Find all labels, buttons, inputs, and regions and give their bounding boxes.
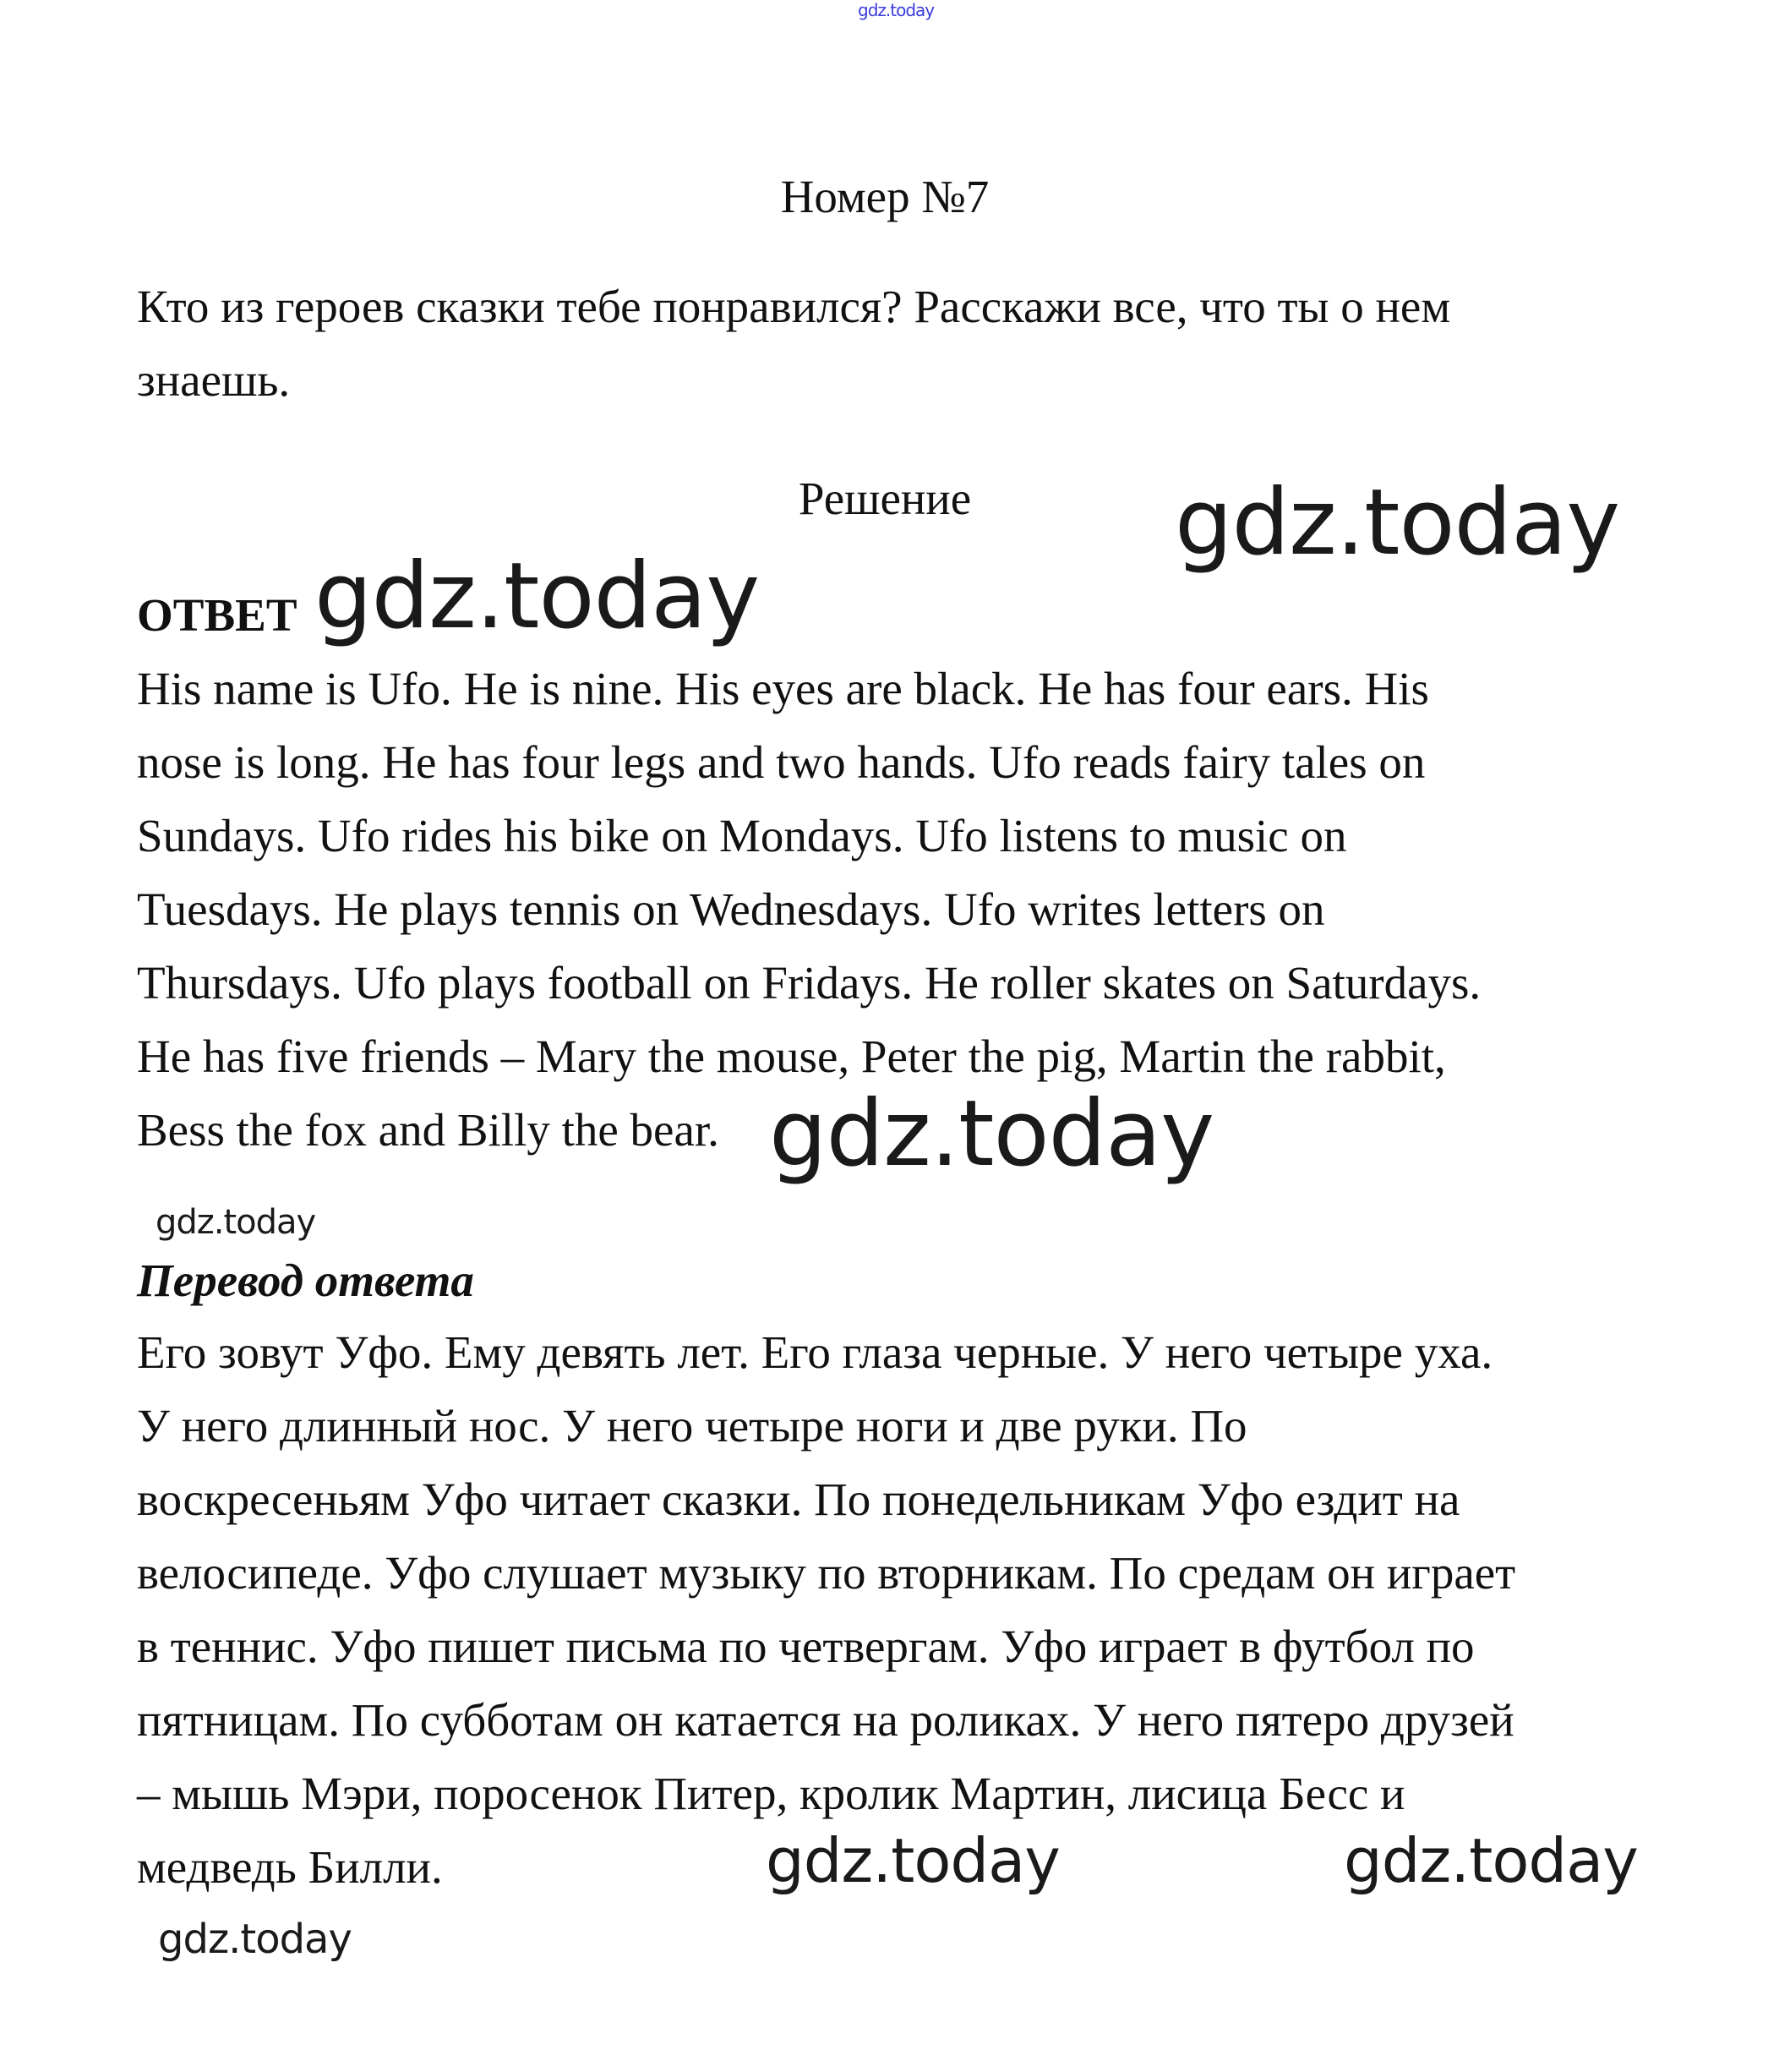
answer-line: Thursdays. Ufo plays football on Fridays. He roller skates on Saturdays. <box>137 957 1482 1009</box>
solution-heading: Решение <box>798 473 972 524</box>
answer-line: Bess the fox and Billy the bear. <box>137 1104 719 1156</box>
translation-heading: Перевод ответа <box>137 1255 474 1306</box>
answer-heading: ОТВЕТ <box>137 589 297 641</box>
watermark: gdz.today <box>314 544 760 649</box>
translation-line: Его зовут Уфо. Ему девять лет. Его глаза черные. У него четыре уха. <box>137 1326 1493 1378</box>
watermark: gdz.today <box>1344 1825 1638 1896</box>
translation-line: воскресеньям Уфо читает сказки. По понедельникам Уфо ездит на <box>137 1473 1460 1525</box>
top-watermark: gdz.today <box>858 0 935 20</box>
watermark: gdz.today <box>156 1203 316 1242</box>
answer-line: Tuesdays. He plays tennis on Wednesdays. Ufo writes letters on <box>137 883 1325 935</box>
question-line: знаешь. <box>137 354 291 406</box>
translation-line: медведь Билли. <box>137 1841 443 1893</box>
page-title: Номер №7 <box>780 171 990 222</box>
watermark: gdz.today <box>769 1081 1214 1187</box>
answer-line: His name is Ufo. He is nine. His eyes are black. He has four ears. His <box>137 663 1429 714</box>
translation-line: пятницам. По субботам он катается на роликах. У него пятеро друзей <box>137 1694 1514 1746</box>
watermark: gdz.today <box>766 1825 1060 1896</box>
watermark: gdz.today <box>158 1916 352 1963</box>
answer-line: He has five friends – Mary the mouse, Peter the pig, Martin the rabbit, <box>137 1031 1446 1082</box>
translation-line: – мышь Мэри, поросенок Питер, кролик Мартин, лисица Бесс и <box>137 1768 1405 1819</box>
watermark: gdz.today <box>1175 470 1620 576</box>
answer-line: nose is long. He has four legs and two hands. Ufo reads fairy tales on <box>137 736 1426 788</box>
translation-line: в теннис. Уфо пишет письма по четвергам. Уфо играет в футбол по <box>137 1621 1475 1672</box>
translation-line: У него длинный нос. У него четыре ноги и две руки. По <box>137 1400 1247 1451</box>
translation-line: велосипеде. Уфо слушает музыку по вторникам. По средам он играет <box>137 1547 1516 1599</box>
answer-line: Sundays. Ufo rides his bike on Mondays. Ufo listens to music on <box>137 810 1347 861</box>
question-line: Кто из героев сказки тебе понравился? Расскажи все, что ты о нем <box>137 281 1451 332</box>
